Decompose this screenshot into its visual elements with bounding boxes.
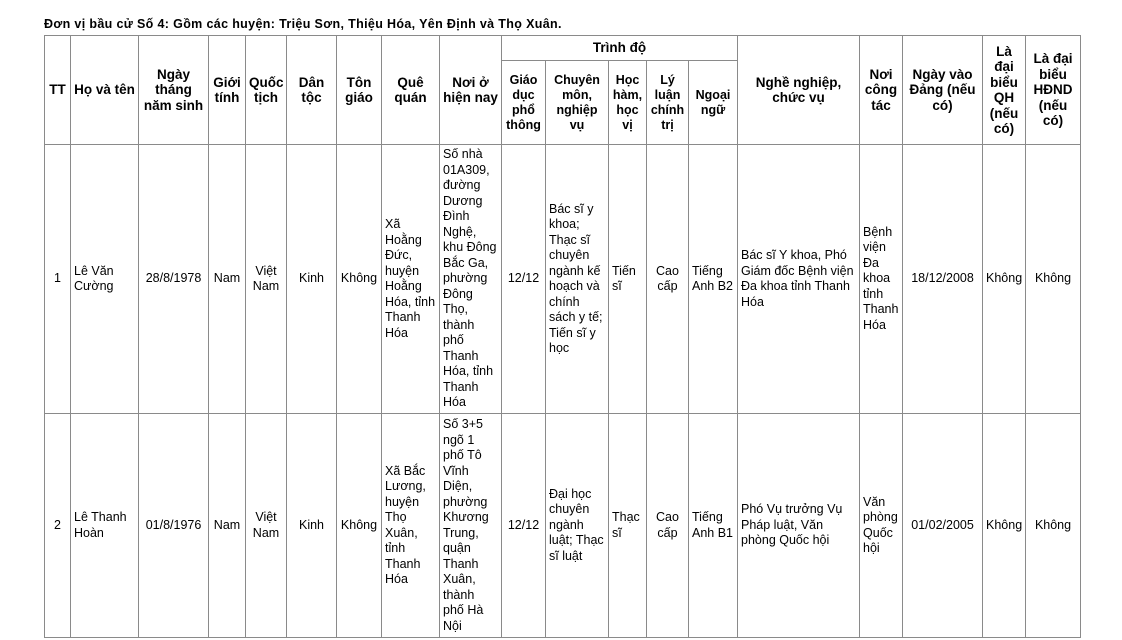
cell-ly-luan: Cao cấp: [647, 414, 689, 638]
cell-gioi-tinh: Nam: [209, 145, 246, 414]
cell-noi-cong-tac: Văn phòng Quốc hội: [860, 414, 903, 638]
document-title: Đơn vị bầu cử Số 4: Gồm các huyện: Triệu Sơn, Thiệu Hóa, Yên Định và Thọ Xuân.: [44, 17, 562, 31]
cell-quoc-tich: Việt Nam: [246, 414, 287, 638]
header-ngay-vao-dang: Ngày vào Đảng (nếu có): [903, 36, 983, 145]
cell-quoc-tich: Việt Nam: [246, 145, 287, 414]
cell-ton-giao: Không: [337, 414, 382, 638]
header-hoc-ham: Học hàm, học vị: [609, 61, 647, 145]
cell-ngoai-ngu: Tiếng Anh B1: [689, 414, 738, 638]
cell-gd-pho-thong: 12/12: [502, 414, 546, 638]
header-chuyen-mon: Chuyên môn, nghiệp vụ: [546, 61, 609, 145]
header-gd-pho-thong: Giáo dục phổ thông: [502, 61, 546, 145]
header-nghe-nghiep: Nghề nghiệp, chức vụ: [738, 36, 860, 145]
header-trinh-do: Trình độ: [502, 36, 738, 61]
cell-tt: 2: [45, 414, 71, 638]
cell-gioi-tinh: Nam: [209, 414, 246, 638]
cell-dai-bieu-hdnd: Không: [1026, 414, 1081, 638]
cell-que-quan: Xã Bắc Lương, huyện Thọ Xuân, tỉnh Thanh Hóa: [382, 414, 440, 638]
cell-chuyen-mon: Bác sĩ y khoa; Thạc sĩ chuyên ngành kế hoạch và chính sách y tế; Tiến sĩ y học: [546, 145, 609, 414]
table-row: [45, 145, 1081, 414]
cell-noi-o: Số 3+5 ngõ 1 phố Tô Vĩnh Diện, phường Khương Trung, quận Thanh Xuân, thành phố Hà Nội: [440, 414, 502, 638]
header-noi-cong-tac: Nơi công tác: [860, 36, 903, 145]
cell-noi-cong-tac: Bệnh viện Đa khoa tỉnh Thanh Hóa: [860, 145, 903, 414]
header-tt: TT: [45, 36, 71, 145]
cell-hoc-ham: Tiến sĩ: [609, 145, 647, 414]
cell-dan-toc: Kinh: [287, 414, 337, 638]
cell-que-quan: Xã Hoằng Đức, huyện Hoằng Hóa, tỉnh Thanh Hóa: [382, 145, 440, 414]
cell-dai-bieu-qh: Không: [983, 414, 1026, 638]
cell-nghe-nghiep: Phó Vụ trưởng Vụ Pháp luật, Văn phòng Quốc hội: [738, 414, 860, 638]
header-ngoai-ngu: Ngoại ngữ: [689, 61, 738, 145]
cell-ngoai-ngu: Tiếng Anh B2: [689, 145, 738, 414]
cell-ho-ten: Lê Văn Cường: [71, 145, 139, 414]
header-noi-o: Nơi ở hiện nay: [440, 36, 502, 145]
header-quoc-tich: Quốc tịch: [246, 36, 287, 145]
cell-ngay-vao-dang: 18/12/2008: [903, 145, 983, 414]
cell-hoc-ham: Thạc sĩ: [609, 414, 647, 638]
header-ngay-sinh: Ngày tháng năm sinh: [139, 36, 209, 145]
cell-nghe-nghiep: Bác sĩ Y khoa, Phó Giám đốc Bệnh viện Đa khoa tỉnh Thanh Hóa: [738, 145, 860, 414]
header-row-top: [45, 36, 1081, 61]
cell-ly-luan: Cao cấp: [647, 145, 689, 414]
cell-ton-giao: Không: [337, 145, 382, 414]
cell-ngay-sinh: 28/8/1978: [139, 145, 209, 414]
header-gioi-tinh: Giới tính: [209, 36, 246, 145]
cell-gd-pho-thong: 12/12: [502, 145, 546, 414]
header-dai-bieu-hdnd: Là đại biểu HĐND (nếu có): [1026, 36, 1081, 145]
cell-dan-toc: Kinh: [287, 145, 337, 414]
header-ton-giao: Tôn giáo: [337, 36, 382, 145]
header-ho-ten: Họ và tên: [71, 36, 139, 145]
candidate-table: [44, 35, 1081, 638]
cell-dai-bieu-hdnd: Không: [1026, 145, 1081, 414]
cell-tt: 1: [45, 145, 71, 414]
header-ly-luan: Lý luận chính trị: [647, 61, 689, 145]
header-dan-toc: Dân tộc: [287, 36, 337, 145]
table-row: [45, 414, 1081, 638]
cell-ngay-vao-dang: 01/02/2005: [903, 414, 983, 638]
cell-chuyen-mon: Đại học chuyên ngành luật; Thạc sĩ luật: [546, 414, 609, 638]
header-que-quan: Quê quán: [382, 36, 440, 145]
cell-ho-ten: Lê Thanh Hoàn: [71, 414, 139, 638]
cell-dai-bieu-qh: Không: [983, 145, 1026, 414]
cell-ngay-sinh: 01/8/1976: [139, 414, 209, 638]
cell-noi-o: Số nhà 01A309, đường Dương Đình Nghệ, khu Đông Bắc Ga, phường Đông Thọ, thành phố Thanh Hóa, tỉnh Thanh Hóa: [440, 145, 502, 414]
header-dai-bieu-qh: Là đại biểu QH (nếu có): [983, 36, 1026, 145]
